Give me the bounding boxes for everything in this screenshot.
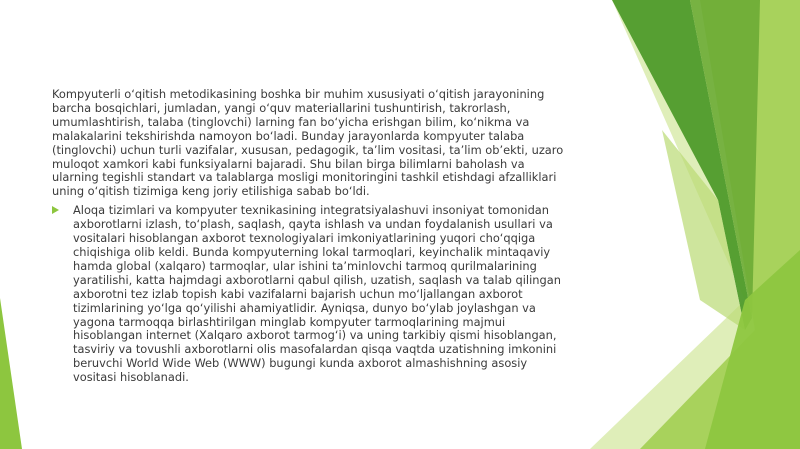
bullet-list-item <box>52 204 572 385</box>
slide-body <box>52 88 572 385</box>
left-green-sliver <box>0 298 22 449</box>
bullet-paragraph: Aloqa tizimlari va kompyuter texnikasining integratsiyalashuvi insoniyat tomonidan axborotlarni izlash, to‘plash, saqlash, qayta ishlash va undan foydalanish usullari va vositalari hisoblangan axborot texnologiyalari imkoniyatlarining yuqori cho‘qqiga chiqishiga olib keldi. Bunda kompyuterning lokal tarmoqlari, keyinchalik mintaqaviy hamda global (xalqaro) tarmoqlar, ular ishini ta’minlovchi tarmoq qurilmalarining yaratilishi, katta hajmdagi axborotlarni qabul qilish, uzatish, saqlash va talab qilingan axborotni tez izlab topish kabi vazifalarni bajarish uchun mo‘ljallangan axborot tizimlarining yo‘lga qo‘yilishi ahamiyatlidir. Ayniqsa, dunyo bo‘ylab joylashgan va yagona tarmoqqa birlashtirilgan minglab kompyuter tarmoqlarining majmui hisoblangan internet (Xalqaro axborot tarmog‘i) va uning tarkibiy qismi hisoblangan, tasviriy va tovushli axborotlarni olis masofalardan qisqa vaqtda uzatishning imkonini beruvchi World Wide Web (WWW) bugungi kunda axborot almashishning asosiy vositasi hisoblanadi. <box>73 203 561 385</box>
intro-paragraph: Kompyuterli o‘qitish metodikasining boshka bir muhim xususiyati o‘qitish jarayonining barcha bosqichlari, jumladan, yangi o‘quv materiallarini tushuntirish, takrorlash, umumlashtirish, talaba (tinglovchi) larning fan bo‘yicha erishgan bilim, ko‘nikma va malakalarini tekshirishda namoyon bo‘ladi. Bunday jarayonlarda kompyuter talaba (tinglovchi) uchun turli vazifalar, xususan, pedagogik, ta’lim vositasi, ta’lim ob’ekti, uzaro muloqot xamkori kabi funksiyalarni bajaradi. Shu bilan birga bilimlarni baholash va ularning tegishli standart va talablarga mosligi monitoringini tashkil etishdagi afzalliklari uning o‘qitish tizimiga keng joriy etilishiga sabab bo‘ldi. <box>52 87 564 199</box>
triangle-bullet-icon <box>52 206 59 214</box>
